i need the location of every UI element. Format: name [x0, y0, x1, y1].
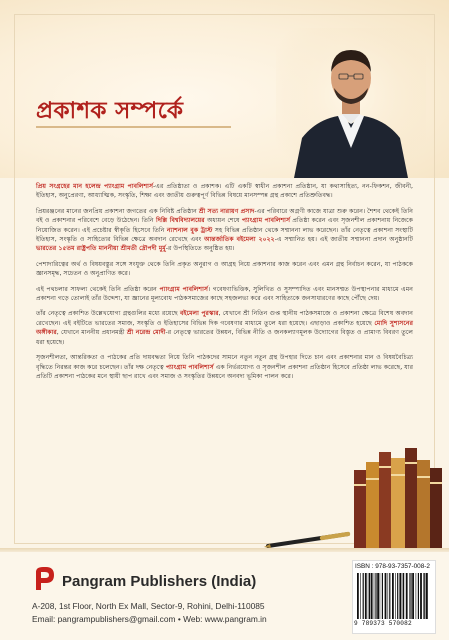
barcode-bar [385, 573, 387, 619]
barcode-bar [363, 573, 364, 619]
isbn-barcode [356, 573, 430, 619]
barcode-bar [389, 573, 390, 619]
barcode-bar [409, 573, 410, 619]
isbn-label: ISBN : 978-93-7357-008-2 [355, 563, 430, 570]
body-paragraph [36, 353, 413, 381]
highlighted-text: বইমেলা পুরস্কার [179, 310, 219, 318]
barcode-bar [403, 573, 404, 619]
barcode-bar [424, 573, 425, 619]
body-text: -র নেতৃত্বে ভারতের উন্নয়ন, বিভিন্ন নীতি ও জনকল্যাণমূলক উদ্যোগের বিস্তৃত ও প্রামাণ্য বিবরণ তুলে ধরা হয়েছে। [36, 329, 413, 346]
highlighted-text: ন্যাশনাল বুক ট্রাস্ট [166, 226, 213, 234]
body-text: সহ বিভিন্ন প্রতিষ্ঠান থেকে সম্মাননা লাভ করেছেন। তাঁর নেতৃত্বে প্রকাশনা সংস্থাটি ইতিহাস, সংস্কৃতি ও সাহিত্যের বিভিন্ন ক্ষেত্রে অবদান রেখেছে এবং [36, 226, 413, 244]
highlighted-text: আন্তর্জাতিক বইমেলা ২০২২ [204, 236, 275, 244]
barcode-bar [395, 573, 396, 619]
barcode-bar [369, 573, 370, 619]
highlighted-text: শ্রী নরেন্দ্র মোদী [126, 329, 166, 337]
pangram-logo-icon [30, 564, 58, 592]
barcode-bar [375, 573, 376, 619]
body-text: তাঁর নেতৃত্বে প্রকাশিত উল্লেখযোগ্য গ্রন্থগুলির মধ্যে রয়েছে [36, 310, 180, 318]
barcode-bar [377, 573, 379, 619]
barcode-bar [410, 573, 411, 619]
body-text: । গবেষণাভিত্তিক, সুলিখিত ও সুসম্পাদিত এবং মানসম্মত উপস্থাপনার মাধ্যমে এমন প্রকাশনা গড়ে তোলাই তাঁর উদ্দেশ্য, যা জ্ঞানের মূল্যবোধ পাঠকসমাজের কাছে সহজলভ্য করে এবং সাহিত্যকে জনসাধারণের কাছে পৌঁছে দেয়। [36, 285, 413, 303]
body-text: -এ সম্মানিত হয়। এই জাতীয় সম্মাননা প্রদান অনুষ্ঠানটি [274, 236, 414, 244]
barcode-bar [397, 573, 398, 619]
barcode-bar [402, 573, 403, 619]
barcode-bar [382, 573, 383, 619]
barcode-bar [418, 573, 419, 619]
barcode-bar [420, 573, 422, 619]
body-paragraph [36, 309, 413, 347]
heading-underline [36, 126, 231, 128]
barcode-digits: 9 789373 570082 [354, 620, 412, 627]
body-paragraph [36, 285, 413, 304]
highlighted-text: প্যাংগ্রাম পাবলিশার্স [241, 217, 291, 225]
highlighted-text: হলেন্দ্র প্যাংগ্রাম পাবলিশার্স [82, 183, 154, 190]
barcode-bar [365, 573, 367, 619]
body-paragraph [36, 207, 413, 254]
publisher-address: A-208, 1st Floor, North Ex Mall, Sector-9, Rohini, Delhi-110085 [32, 601, 265, 611]
barcode-bar [360, 573, 361, 619]
barcode-bar [368, 573, 369, 619]
highlighted-text: দিল্লি বিশ্ববিদ্যালয়ের [156, 217, 205, 225]
body-paragraph [36, 182, 413, 201]
body-text: , যেখানে মাননীয় প্রধানমন্ত্রী [56, 329, 127, 337]
barcode-bar [423, 573, 424, 619]
highlighted-text: প্যাংগ্রাম পাবলিশার্স [159, 285, 208, 293]
body-text: পেশাদারিত্বের অর্থ ও বিষয়বস্তুর সঙ্গে সংযুক্ত থেকে তিনি প্রকৃত অনুরাগ ও আগ্রহ নিয়ে প্রকাশনার কাজ করেন এবং এমন গ্রন্থ নির্বাচন করেন, যা পাঠককে জ্ঞানসমৃদ্ধ, সচেতন ও অনুপ্রাণিত করে। [36, 260, 413, 278]
barcode-bar [399, 573, 401, 619]
barcode-bar [380, 573, 381, 619]
barcode-bar [412, 573, 414, 619]
highlighted-text: ভারতের ১৫তম রাষ্ট্রপতি মাননীয়া শ্রীমতী দ্রৌপদী মুর্মু [36, 245, 166, 253]
publisher-name: Pangram Publishers (India) [62, 573, 257, 590]
publisher-contact: Email: pangrampublishers@gmail.com • Web: www.pangram.in [32, 614, 267, 624]
book-stack-illustration [350, 440, 442, 550]
body-paragraph [36, 260, 413, 279]
highlighted-text: প্যাংগ্রাম পাবলিশার্স [165, 363, 214, 371]
body-text: অধ্যয়ন শেষে [204, 217, 242, 225]
barcode-bar [416, 573, 417, 619]
barcode-bar [388, 573, 389, 619]
body-text: , যেখানে শ্রী নিতিন গুপ্ত স্থানীয় পাঠকসমাজে ও প্রকাশনা ক্ষেত্রে বিশেষ অবদান রেখেছেন। এই বইটিতে ভারতের সমাজ, সংস্কৃতি ও ইতিহাসের বিভিন্ন দিক গবেষণার মাধ্যমে তুলে ধরা হয়েছে। এছাড়াও প্রকাশিত হয়েছে [36, 310, 414, 327]
highlighted-text: প্রিয় সংগ্রহের মান [36, 183, 83, 190]
about-publisher-heading: প্রকাশক সম্পর্কে [36, 98, 184, 124]
highlighted-text: মোদি সুশাসনের অঙ্গীকার [36, 319, 413, 337]
author-portrait [276, 28, 426, 178]
barcode-bar [357, 573, 359, 619]
body-text: প্রিয়রঞ্জনের মানের জনপ্রিয় প্রকাশনা জগতের এক নিবিষ্ট প্রতিষ্ঠান [36, 207, 199, 215]
body-text: -র উপস্থিতিতে অনুষ্ঠিত হয়। [165, 245, 235, 253]
barcode-bar [426, 573, 428, 619]
barcode-bar [371, 573, 373, 619]
body-text: -এর প্রতিষ্ঠাতা ও প্রকাশক। এটি একটি স্বাধীন প্রকাশনা প্রতিষ্ঠান, যা কথাসাহিত্য, নন-ফিকশন, জীবনী, ইতিহাস, অনুপ্রেরণা, আধ্যাত্মিক, সংস্কৃতি, শিক্ষা এবং জাতীয় গুরুত্বপূর্ণ বিভিন্ন বিষয়ে মানসম্পন্ন গ্রন্থ প্রকাশে প্রতিশ্রুতিবদ্ধ। [36, 183, 413, 200]
body-text: এক নির্ভরযোগ্য ও সৃজনশীল প্রকাশনা প্রতিষ্ঠান হিসেবে প্রতিষ্ঠা লাভ করেছে, যার প্রতিটি প্রকাশনা পাঠকের মনে স্থায়ী ছাপ রাখে এবং সমাজ ও সংস্কৃতির উন্নয়নে অনবদ্য ভূমিকা পালন করে। [36, 363, 413, 380]
body-text: সৃজনশীলতা, আন্তরিকতা ও পাঠকের প্রতি দায়বদ্ধতা নিয়ে তিনি পাঠকদের সামনে নতুন নতুন গ্রন্থ উপহার দিতে চান এবং প্রকাশনার মান ও বিষয়বৈচিত্র্য বৃদ্ধিতে নিরন্তর কাজ করে চলেছেন। তাঁর দক্ষ নেতৃত্বে [36, 354, 413, 371]
body-text: এই পথচলার সাফল্য থেকেই তিনি প্রতিষ্ঠা করেন [36, 285, 160, 293]
barcode-bar [392, 573, 394, 619]
body-text: -এর পরিবারে অগ্রণী কাজে যাত্রা শুরু করেন। শৈশব থেকেই তিনি বই ও প্রকাশনার পরিবেশে বেড়ে উঠেছেন। তিনি [36, 207, 413, 225]
publisher-description [36, 182, 413, 387]
barcode-bar [374, 573, 375, 619]
body-text: প্রতিষ্ঠা করেন এবং সৃজনশীল প্রকাশনায় নিজেকে নিয়োজিত করেন। এই প্রচেষ্টার স্বীকৃতি হিসেবে তিনি [36, 217, 413, 234]
highlighted-text: শ্রী সত্য নারায়ণ প্রসাদ [198, 207, 255, 215]
barcode-bar [406, 573, 408, 619]
